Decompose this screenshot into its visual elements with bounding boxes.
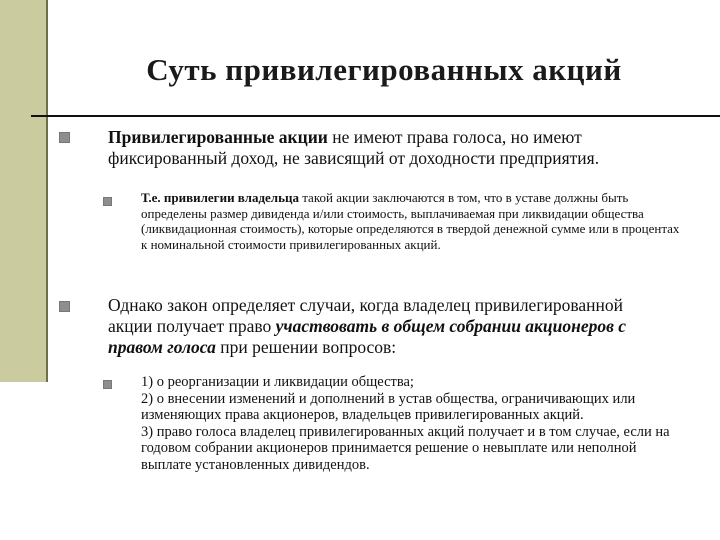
bullet-1-rest: не имеют права голоса, но имеют фиксированный доход, не зависящий от доходности предприятия. [108,127,600,168]
bullet-square-icon [59,132,70,143]
title-underline [31,115,720,117]
sub-bullet-1-text [141,190,681,252]
sub-bullet-2-line-3: 3) право голоса владелец привилегированных акций получает и в том случае, если на годовом собрании акционеров принимается решение о невыплате или неполной выплате установленных дивидендов. [141,423,670,473]
bullet-2-post: при решении вопросов: [215,337,397,357]
sub-bullet-1-rest: такой акции заключаются в том, что в уставе должны быть определены размер дивиденда и/или стоимость, выплачиваемая при ликвидации общества (ликвидационная стоимость), которые определяются в твердой денежной сумме или в процентах к номинальной стоимости привилегированных акций. [141,190,680,252]
sub-bullet-square-icon [103,197,112,206]
slide-title: Суть привилегированных акций [146,52,622,87]
sub-bullet-2-line-1: 1) о реорганизации и ликвидации общества; [141,374,414,390]
bullet-1-bold: Привилегированные акции [108,127,328,147]
bullet-2-emphasis: участвовать в общем собрании акционеров с правом голоса [108,316,627,357]
decorative-sidebar [0,0,46,382]
bullet-1-text [108,127,698,169]
sub-bullet-1-bold: Т.е. привилегии владельца [141,190,299,205]
sub-bullet-square-icon [103,380,112,389]
sub-bullet-2-line-2: 2) о внесении изменений и дополнений в устав общества, ограничивающих или изменяющих права акционеров, владельцев привилегированных акций. [141,390,636,423]
bullet-square-icon [59,301,70,312]
sub-bullet-2-text [141,374,671,473]
bullet-2-pre: Однако закон определяет случаи, когда владелец привилегированной акции получает право [108,295,624,336]
bullet-2-text [108,295,648,358]
